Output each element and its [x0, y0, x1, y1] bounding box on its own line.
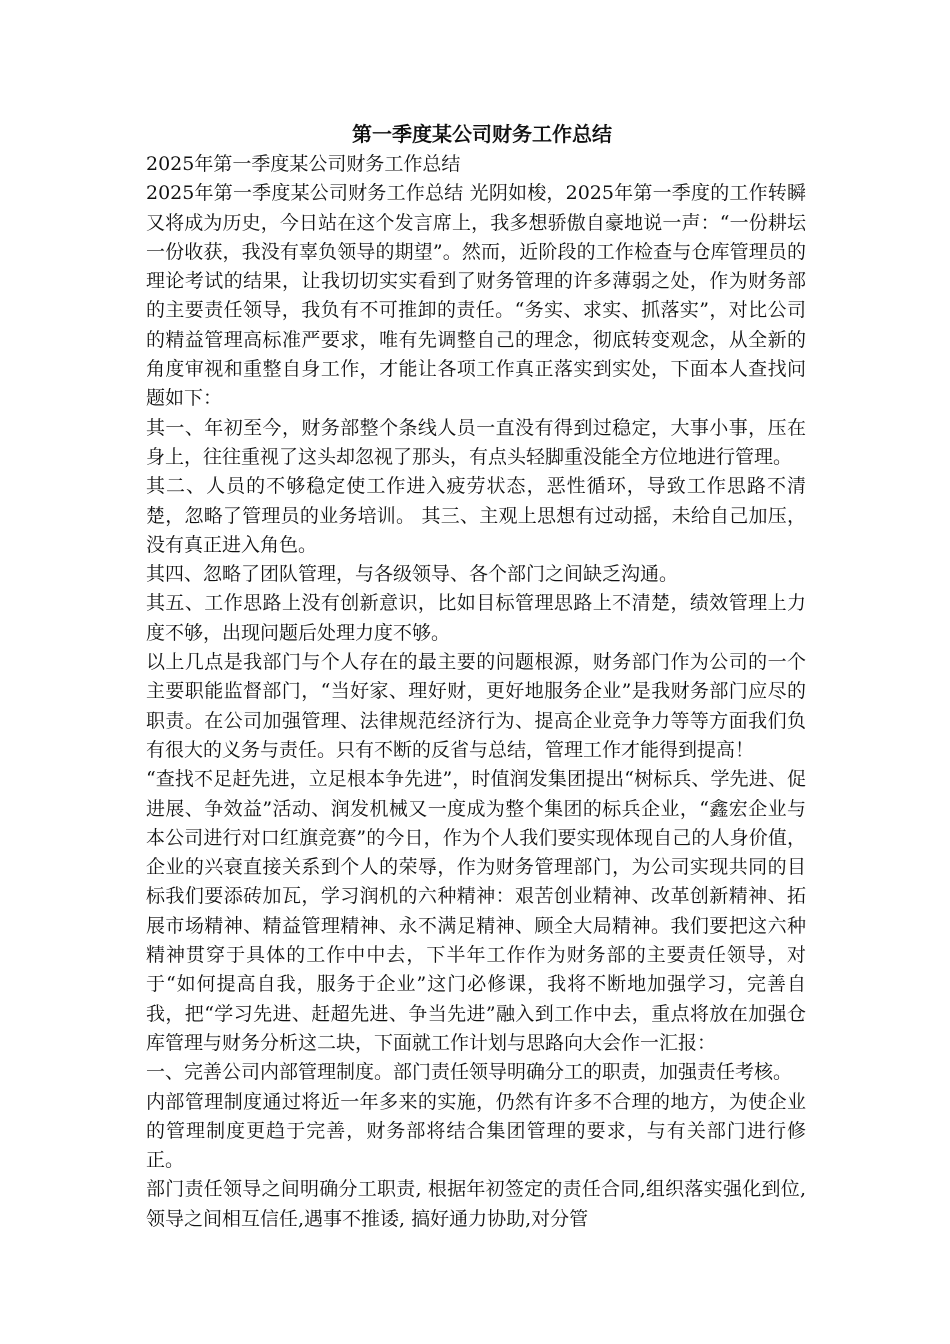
- paragraph-heading: 2025年第一季度某公司财务工作总结: [146, 153, 461, 175]
- paragraph-summary: 以上几点是我部门与个人存在的最主要的问题根源，财务部门作为公司的一个主要职能监督部门，“当好家、理好财，更好地服务企业”是我财务部门应尽的职责。在公司加强管理、法律规范经济行为、提高企业竞争力等等方面我们负有很大的义务与责任。只有不断的反省与总结，管理工作才能得到提高！: [146, 651, 806, 761]
- paragraph-issue-4: 其四、忽略了团队管理，与各级领导、各个部门之间缺乏沟通。: [146, 563, 679, 586]
- document-title: 第一季度某公司财务工作总结: [352, 122, 612, 146]
- document-page: [146, 118, 806, 1234]
- paragraph-issue-1: 其一、年初至今，财务部整个条线人员一直没有得到过稳定，大事小事，压在身上，往往重视了这头却忽视了那头，有点头轻脚重没能全方位地进行管理。: [146, 416, 806, 468]
- paragraph-issue-5: 其五、工作思路上没有创新意识，比如目标管理思路上不清楚，绩效管理上力度不够，出现问题后处理力度不够。: [146, 592, 806, 644]
- paragraph-plan-1: 一、完善公司内部管理制度。部门责任领导明确分工的职责，加强责任考核。: [146, 1061, 793, 1084]
- paragraph-plan-intro: “查找不足赶先进，立足根本争先进”，时值润发集团提出“树标兵、学先进、促进展、争效益”活动、润发机械又一度成为整个集团的标兵企业，“鑫宏企业与本公司进行对口红旗竞赛”的今日，作为个人我们要实现体现自己的人身价值，企业的兴衰直接关系到个人的荣辱，作为财务管理部门，为公司实现共同的目标我们要添砖加瓦，学习润机的六种精神：艰苦创业精神、改革创新精神、拓展市场精神、精益管理精神、永不满足精神、顾全大局精神。我们要把这六种精神贯穿于具体的工作中中去，下半年工作作为财务部的主要责任领导，对于“如何提高自我，服务于企业”这门必修课，我将不断地加强学习，完善自我，把“学习先进、赶超先进、争当先进”融入到工作中去，重点将放在加强仓库管理与财务分析这二块，下面就工作计划与思路向大会作一汇报：: [146, 768, 806, 1054]
- paragraph-plan-1-detail: 内部管理制度通过将近一年多来的实施，仍然有许多不合理的地方，为使企业的管理制度更趋于完善，财务部将结合集团管理的要求，与有关部门进行修正。: [146, 1090, 806, 1172]
- paragraph-issue-2-3: 其二、人员的不够稳定使工作进入疲劳状态，恶性循环，导致工作思路不清楚，忽略了管理员的业务培训。 其三、主观上思想有过动摇，未给自己加压，没有真正进入角色。: [146, 475, 806, 556]
- paragraph-intro: 2025年第一季度某公司财务工作总结 光阴如梭，2025年第一季度的工作转瞬又将成为历史，今日站在这个发言席上，我多想骄傲自豪地说一声：“一份耕坛一份收获，我没有辜负领导的期望”。然而，近阶段的工作检查与仓库管理员的理论考试的结果，让我切切实实看到了财务管理的许多薄弱之处，作为财务部的主要责任领导，我负有不可推卸的责任。“务实、求实、抓落实”，对比公司的精益管理高标准严要求，唯有先调整自己的理念，彻底转变观念，从全新的角度审视和重整自身工作，才能让各项工作真正落实到实处，下面本人查找问题如下：: [146, 182, 806, 410]
- paragraph-plan-1-duties: 部门责任领导之间明确分工职责, 根据年初签定的责任合同,组织落实强化到位,领导之间相互信任,遇事不推诿, 搞好通力协助,对分管: [146, 1178, 806, 1230]
